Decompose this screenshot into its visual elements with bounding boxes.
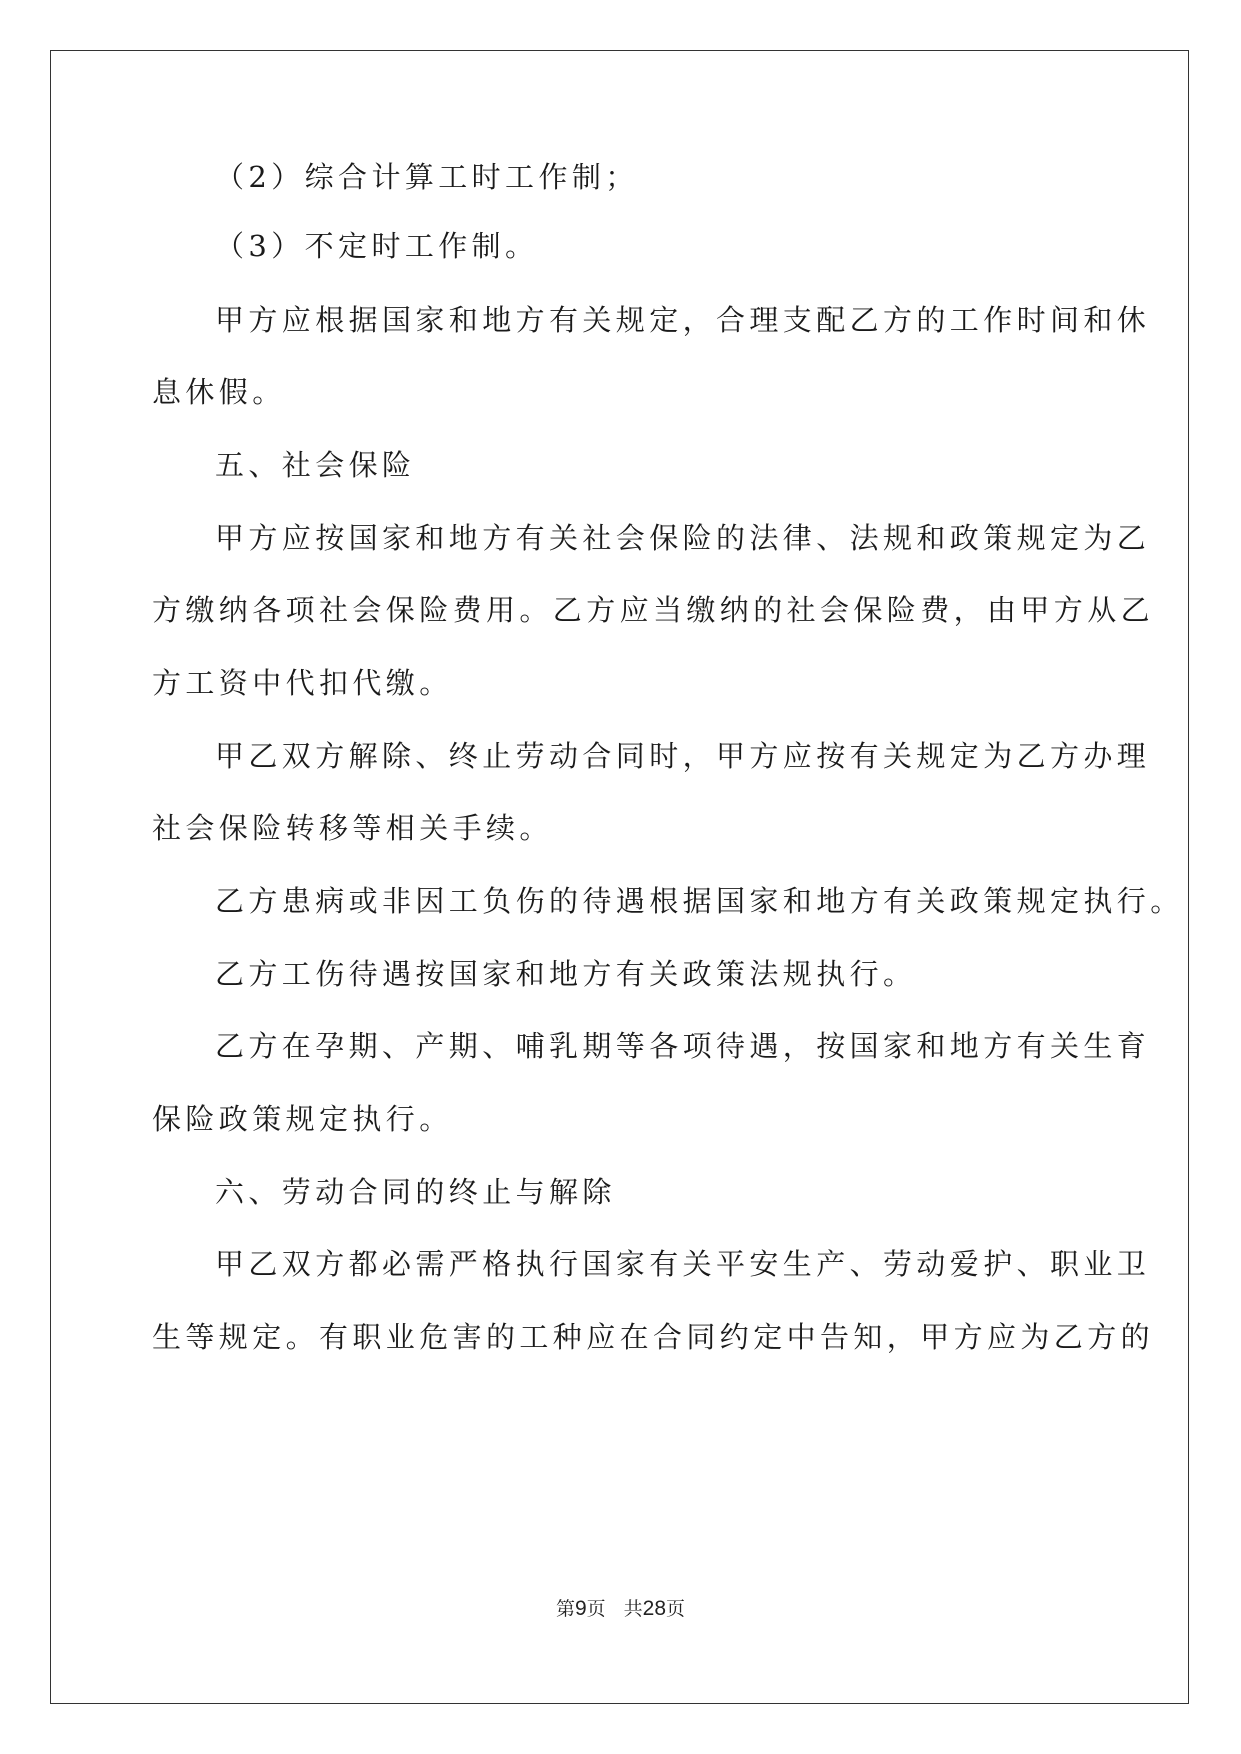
page-footer — [0, 1596, 1241, 1622]
page-frame — [50, 50, 1189, 1704]
section-heading: 五、社会保险 — [215, 448, 416, 482]
paragraph-line: 社会保险转移等相关手续。 — [152, 811, 553, 845]
paragraph-line: 生等规定。有职业危害的工种应在合同约定中告知，甲方应为乙方的 — [152, 1320, 1155, 1354]
total-suffix: 页 — [666, 1598, 686, 1620]
page-prefix: 第 — [555, 1598, 575, 1620]
total-prefix: 共 — [623, 1598, 643, 1620]
paragraph-line: 甲乙双方都必需严格执行国家有关平安生产、劳动爱护、职业卫 — [215, 1247, 1151, 1281]
paragraph-line: （3）不定时工作制。 — [215, 229, 539, 263]
paragraph-line: 甲方应按国家和地方有关社会保险的法律、法规和政策规定为乙 — [215, 521, 1151, 555]
paragraph-line: 乙方在孕期、产期、哺乳期等各项待遇，按国家和地方有关生育 — [215, 1029, 1151, 1063]
section-heading: 六、劳动合同的终止与解除 — [215, 1175, 616, 1209]
paragraph-line: 息休假。 — [152, 375, 286, 409]
paragraph-line: 方缴纳各项社会保险费用。乙方应当缴纳的社会保险费，由甲方从乙 — [152, 593, 1155, 627]
total-pages: 28 — [642, 1597, 667, 1620]
paragraph-line: 甲方应根据国家和地方有关规定，合理支配乙方的工作时间和休 — [215, 303, 1151, 337]
page-number: 9 — [574, 1597, 587, 1620]
paragraph-line: 乙方患病或非因工负伤的待遇根据国家和地方有关政策规定执行。 — [215, 884, 1184, 918]
paragraph-line: （2）综合计算工时工作制； — [215, 160, 639, 194]
paragraph-line: 甲乙双方解除、终止劳动合同时，甲方应按有关规定为乙方办理 — [215, 739, 1151, 773]
paragraph-line: 乙方工伤待遇按国家和地方有关政策法规执行。 — [215, 957, 917, 991]
paragraph-line: 保险政策规定执行。 — [152, 1102, 453, 1136]
paragraph-line: 方工资中代扣代缴。 — [152, 666, 453, 700]
page-suffix: 页 — [586, 1598, 606, 1620]
